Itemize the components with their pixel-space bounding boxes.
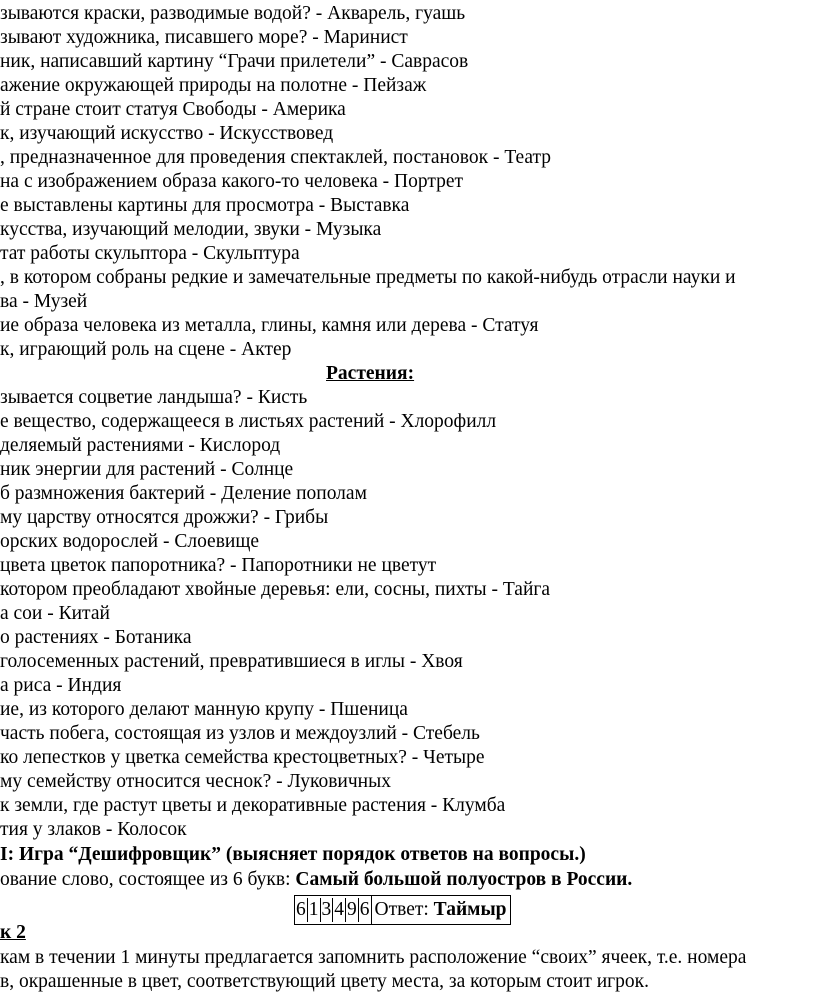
encoded-line <box>0 868 632 892</box>
game-heading: I: Игра “Дешифровщик” (выясняет порядок ответов на вопросы.) <box>0 844 586 865</box>
encoded-question: Самый большой полуостров в России. <box>295 869 633 890</box>
answer-value: Таймыр <box>433 899 507 920</box>
plant-line: ие, из которого делают манную крупу - Пшеница <box>0 699 408 720</box>
answer-text <box>372 896 510 924</box>
plant-line: орских водорослей - Слоевище <box>0 531 260 552</box>
answer-box <box>294 895 511 925</box>
plant-line: к земли, где растут цветы и декоративные растения - Клумба <box>0 795 506 816</box>
art-line: , предназначенное для проведения спектаклей, постановок - Театр <box>0 147 552 168</box>
art-line: к, изучающий искусство - Искусствовед <box>0 123 334 144</box>
encoded-prefix: ование слово, состоящее из 6 букв: <box>0 869 296 890</box>
cipher-cell: 9 <box>347 899 357 920</box>
art-line: зываются краски, разводимые водой? - Акварель, гуашь <box>0 3 466 24</box>
art-line: к, играющий роль на сцене - Актер <box>0 339 292 360</box>
art-line: е выставлены картины для просмотра - Выставка <box>0 195 410 216</box>
art-line: зывают художника, писавшего море? - Маринист <box>0 27 408 48</box>
plant-line: б размножения бактерий - Деление пополам <box>0 483 367 504</box>
block2-line: в, окрашенные в цвет, соответствующий цвету места, за которым стоит игрок. <box>0 971 650 992</box>
plant-line: тия у злаков - Колосок <box>0 819 187 840</box>
plant-line: ко лепестков у цветка семейства крестоцветных? - Четыре <box>0 747 485 768</box>
plant-line: а риса - Индия <box>0 675 122 696</box>
plant-line: часть побега, состоящая из узлов и междоузлий - Стебель <box>0 723 480 744</box>
art-line: ва - Музей <box>0 291 88 312</box>
art-line: й стране стоит статуя Свободы - Америка <box>0 99 346 120</box>
cipher-cell: 3 <box>321 899 332 920</box>
art-line: на с изображением образа какого-то человека - Портрет <box>0 171 464 192</box>
cipher-cells <box>295 896 372 924</box>
cipher-cell: 6 <box>296 899 306 920</box>
plant-line: о растениях - Ботаника <box>0 627 192 648</box>
plant-line: котором преобладают хвойные деревья: ели, сосны, пихты - Тайга <box>0 579 551 600</box>
plant-line: голосеменных растений, превратившиеся в иглы - Хвоя <box>0 651 463 672</box>
art-line: ие образа человека из металла, глины, камня или дерева - Статуя <box>0 315 539 336</box>
art-line: ник, написавший картину “Грачи прилетели” - Саврасов <box>0 51 469 72</box>
plants-heading: Растения: <box>326 363 415 384</box>
plant-line: му семейству относится чеснок? - Луковичных <box>0 771 391 792</box>
plant-line: е вещество, содержащееся в листьях растений - Хлорофилл <box>0 411 497 432</box>
block2-heading: к 2 <box>0 922 26 943</box>
plant-line: ник энергии для растений - Солнце <box>0 459 294 480</box>
cipher-cell: 6 <box>359 899 370 920</box>
art-line: ажение окружающей природы на полотне - Пейзаж <box>0 75 427 96</box>
plant-line: деляемый растениями - Кислород <box>0 435 281 456</box>
art-line: тат работы скульптора - Скульптура <box>0 243 300 264</box>
art-line: кусства, изучающий мелодии, звуки - Музыка <box>0 219 382 240</box>
block2-line: кам в течении 1 минуты предлагается запомнить расположение “своих” ячеек, т.е. номера <box>0 947 747 968</box>
plant-line: а сои - Китай <box>0 603 110 624</box>
cipher-cell: 4 <box>334 899 344 920</box>
cipher-cell: 1 <box>308 899 319 920</box>
answer-label: Ответ: <box>374 899 434 920</box>
plant-line: зывается соцветие ландыша? - Кисть <box>0 387 308 408</box>
art-line: , в котором собраны редкие и замечательные предметы по какой-нибудь отрасли науки и <box>0 267 736 288</box>
plant-line: му царству относятся дрожжи? - Грибы <box>0 507 329 528</box>
plant-line: цвета цветок папоротника? - Папоротники не цветут <box>0 555 437 576</box>
